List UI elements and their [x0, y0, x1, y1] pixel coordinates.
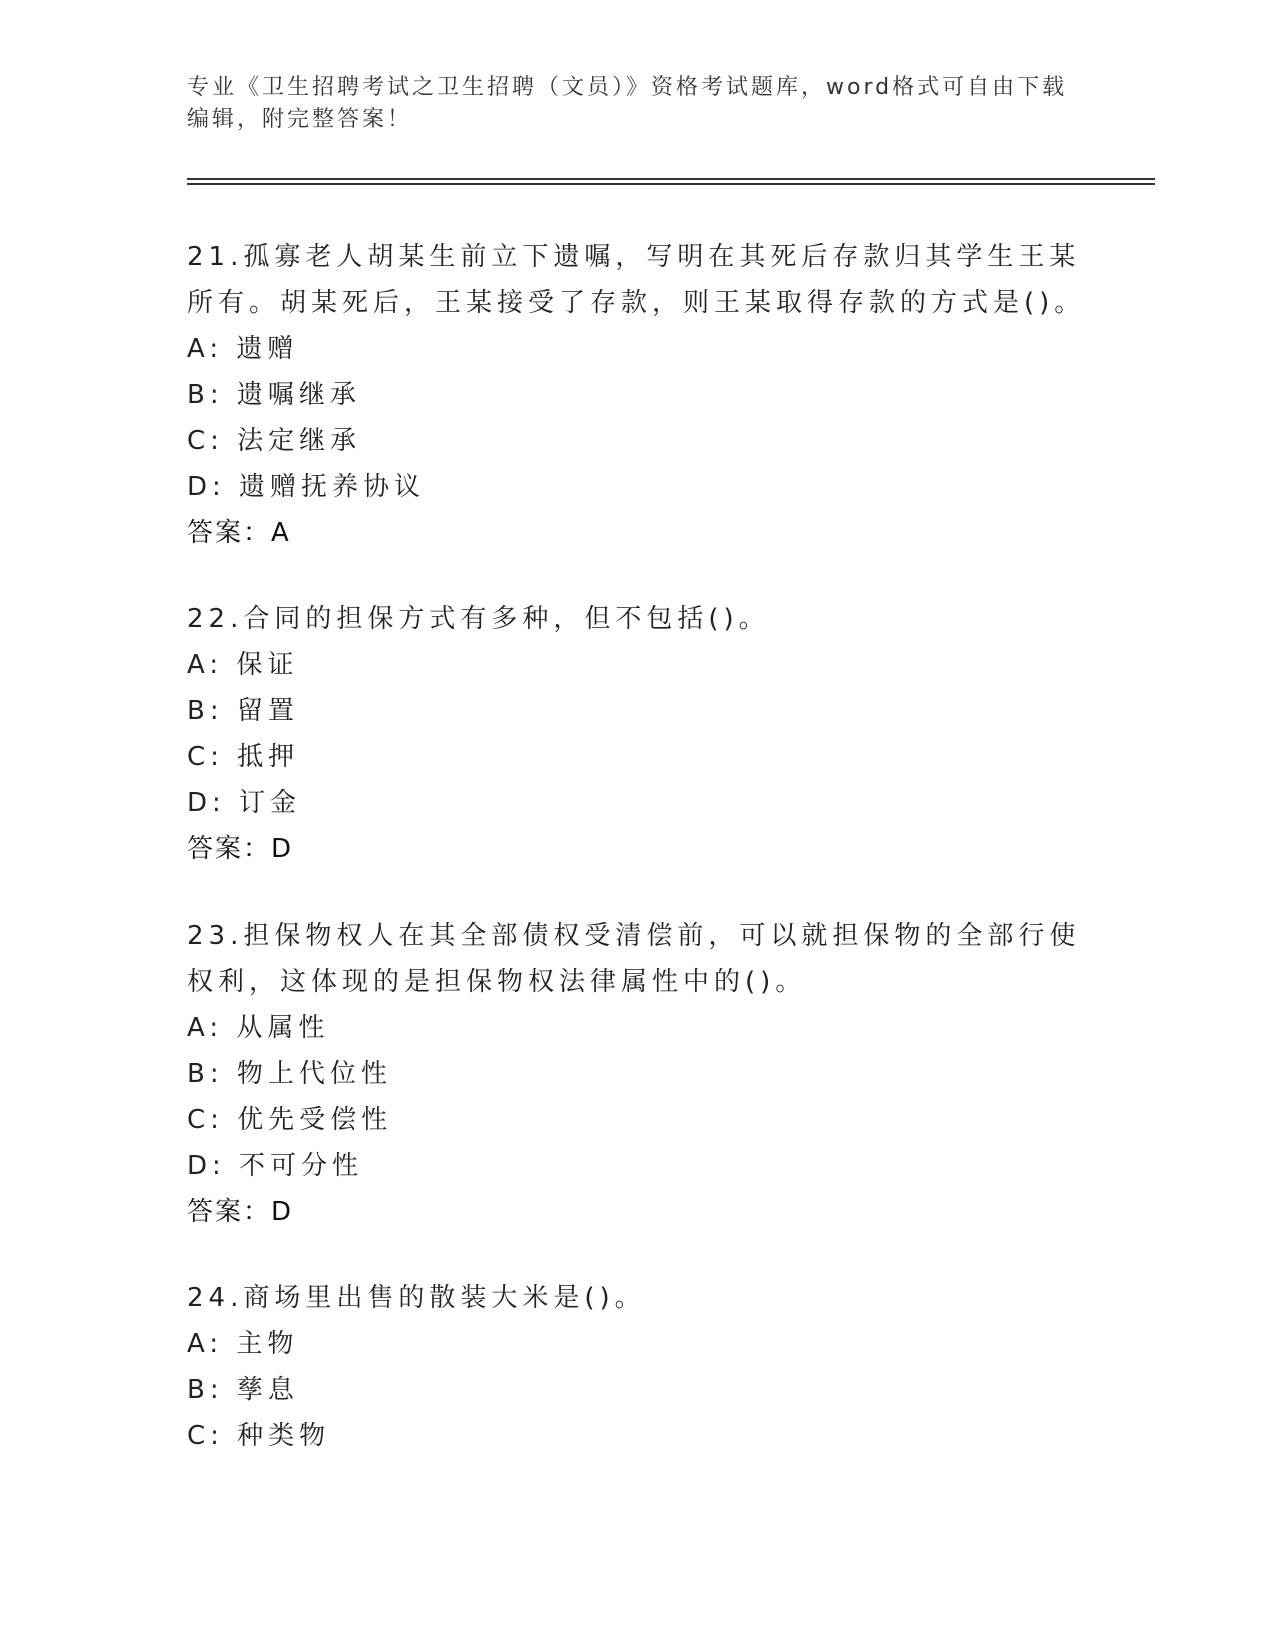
option-c: C: 抵押 — [187, 742, 300, 772]
answer: 答案：A — [187, 518, 291, 548]
answer: 答案：D — [187, 1197, 294, 1227]
option-c: C: 法定继承 — [187, 426, 362, 456]
option-a: A: 遗赠 — [187, 334, 299, 364]
option-d: D: 不可分性 — [187, 1151, 364, 1181]
question-stem: 21.孤寡老人胡某生前立下遗嘱，写明在其死后存款归其学生王某所有。胡某死后，王某接受了存款，则王某取得存款的方式是()。 — [187, 242, 1086, 318]
option-b: B: 遗嘱继承 — [187, 380, 361, 410]
question-stem: 24.商场里出售的散装大米是()。 — [187, 1283, 646, 1313]
option-c: C: 优先受偿性 — [187, 1105, 393, 1135]
option-d: D: 订金 — [187, 788, 302, 818]
option-c: C: 种类物 — [187, 1421, 331, 1451]
header-divider-bottom — [187, 183, 1155, 185]
question-24 — [187, 1275, 1087, 1459]
question-21 — [187, 234, 1087, 556]
option-d: D: 遗赠抚养协议 — [187, 472, 426, 502]
option-b: B: 留置 — [187, 696, 299, 726]
option-b: B: 孳息 — [187, 1375, 299, 1405]
answer: 答案：D — [187, 834, 294, 864]
question-22 — [187, 596, 1087, 872]
option-b: B: 物上代位性 — [187, 1059, 392, 1089]
question-stem: 22.合同的担保方式有多种，但不包括()。 — [187, 604, 770, 634]
document-header: 专业《卫生招聘考试之卫生招聘（文员）》资格考试题库，word格式可自由下载编辑，附完整答案！ — [187, 75, 1068, 132]
option-a: A: 保证 — [187, 650, 299, 680]
question-stem: 23.担保物权人在其全部债权受清偿前，可以就担保物的全部行使权利，这体现的是担保物权法律属性中的()。 — [187, 921, 1081, 997]
question-23 — [187, 913, 1087, 1235]
header-divider-top — [187, 178, 1155, 180]
option-a: A: 主物 — [187, 1329, 299, 1359]
option-a: A: 从属性 — [187, 1013, 330, 1043]
